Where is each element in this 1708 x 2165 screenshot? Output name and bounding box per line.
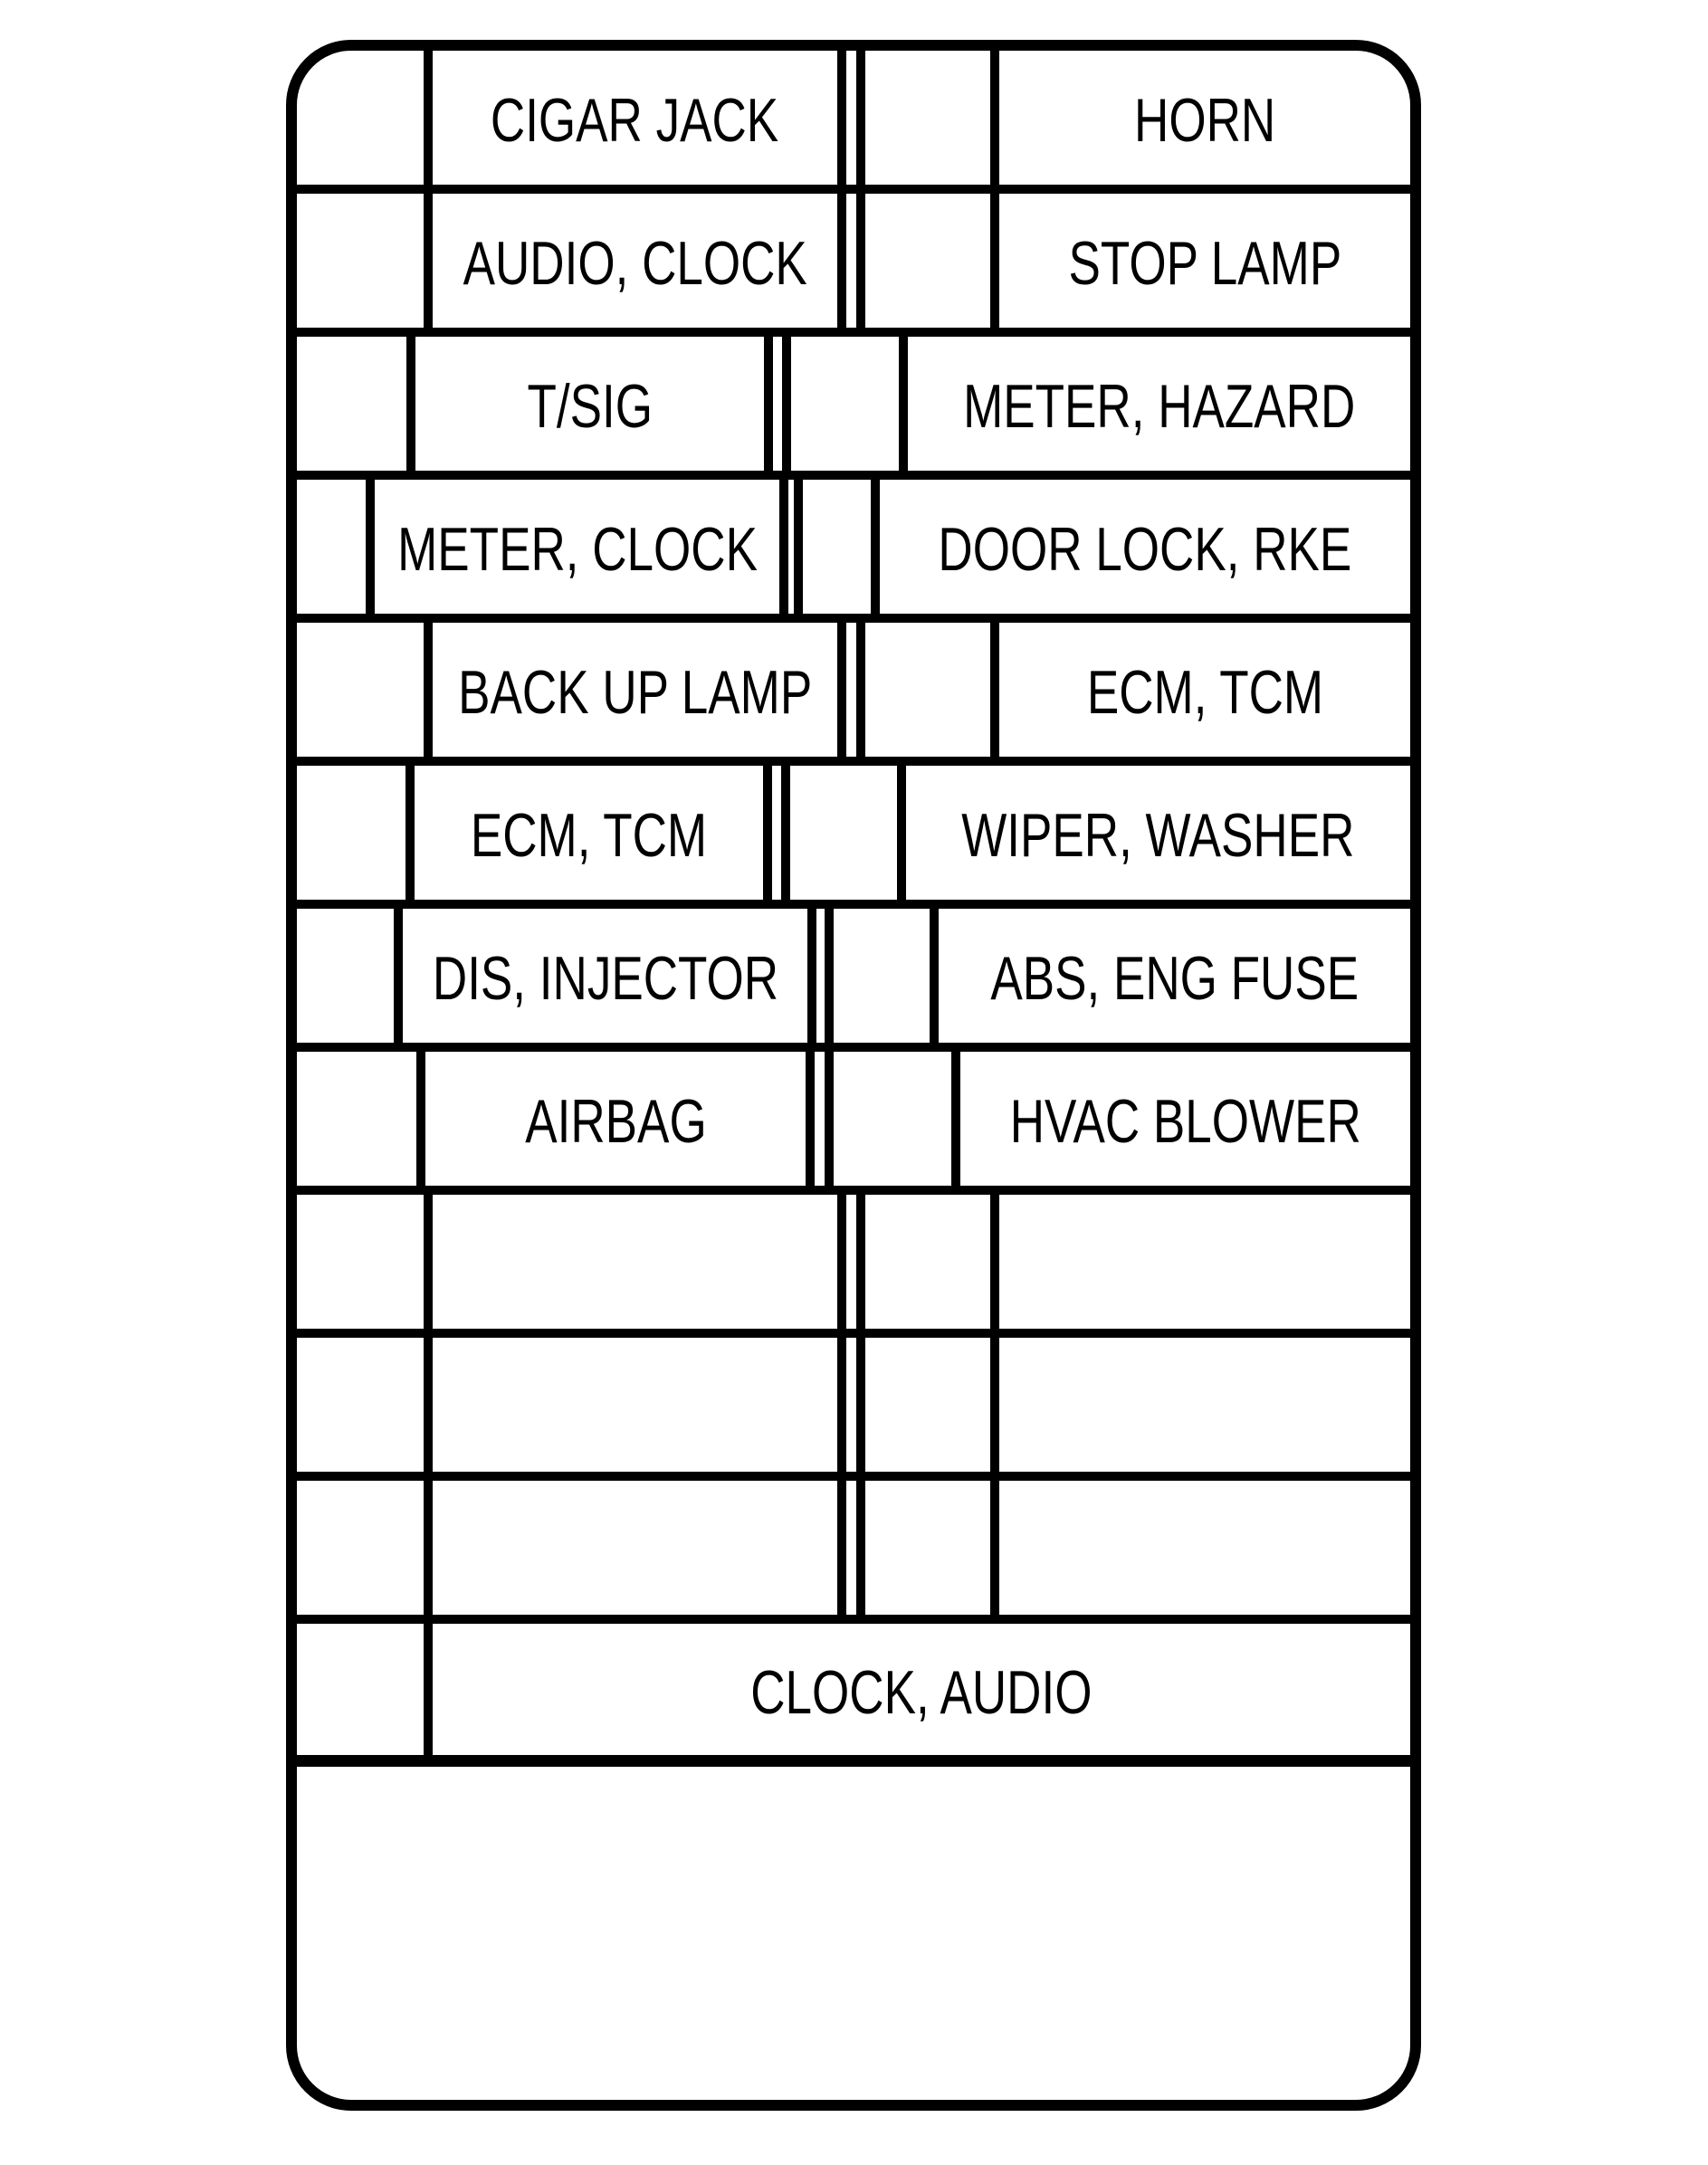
- fuse-label-cell-left: [433, 194, 846, 328]
- fuse-label-cell-left: [415, 766, 772, 900]
- double-line-gap: [846, 623, 856, 757]
- fuse-row: [297, 51, 1410, 194]
- fuse-row: [297, 909, 1410, 1052]
- merged-fuse-label: CLOCK, AUDIO: [750, 1657, 1093, 1727]
- fuse-panel: [286, 40, 1421, 2111]
- fuse-row: [297, 766, 1410, 909]
- fuse-label-left: METER, CLOCK: [396, 515, 758, 584]
- double-line-gap: [815, 1052, 824, 1186]
- fuse-position-cell-left: [297, 623, 433, 757]
- fuse-position-cell-right: [856, 623, 999, 757]
- fuse-label-cell-left: [375, 480, 788, 614]
- fuse-label-cell-right: [999, 194, 1410, 328]
- fuse-label-right: ECM, TCM: [1086, 658, 1323, 727]
- blank-area: [297, 1767, 1410, 2100]
- merged-fuse-label-cell: [433, 1624, 1410, 1755]
- fuse-label-cell-right: [999, 51, 1410, 185]
- fuse-label-cell-left: [433, 623, 846, 757]
- double-line-gap: [846, 51, 856, 185]
- fuse-label-cell-right: [906, 766, 1410, 900]
- fuse-label-right: STOP LAMP: [1068, 229, 1341, 298]
- fuse-label-right: METER, HAZARD: [962, 372, 1355, 441]
- fuse-label-cell-left: [425, 1052, 816, 1186]
- merged-fuse-row: [297, 1624, 1410, 1767]
- fuse-position-cell-right: [825, 1052, 960, 1186]
- fuse-position-cell-right: [856, 51, 999, 185]
- fuse-row: [297, 480, 1410, 623]
- double-line-gap: [846, 1195, 856, 1329]
- fuse-label-left: DIS, INJECTOR: [432, 944, 778, 1013]
- fuse-label-left: BACK UP LAMP: [457, 658, 813, 727]
- fuse-label-cell-left: [433, 1195, 846, 1329]
- fuse-row-empty: [297, 1195, 1410, 1338]
- fuse-label-cell-right: [999, 1481, 1410, 1615]
- fuse-row-empty: [297, 1481, 1410, 1624]
- fuse-position-cell-right: [856, 1481, 999, 1615]
- fuse-position-cell-right: [794, 480, 880, 614]
- fuse-position-cell-right: [856, 1195, 999, 1329]
- fuse-label-cell-right: [999, 1338, 1410, 1472]
- fuse-label-right: DOOR LOCK, RKE: [938, 515, 1352, 584]
- fuse-position-cell-left: [297, 337, 415, 471]
- double-line-gap: [846, 1481, 856, 1615]
- fuse-row-empty: [297, 1338, 1410, 1481]
- fuse-position-cell-left: [297, 1195, 433, 1329]
- fuse-position-cell-left: [297, 1338, 433, 1472]
- fuse-label-left: AIRBAG: [524, 1087, 707, 1156]
- fuse-label-cell-left: [433, 1481, 846, 1615]
- fuse-label-right: HVAC BLOWER: [1009, 1087, 1361, 1156]
- fuse-position-cell-left: [297, 194, 433, 328]
- fuse-position-cell-left: [297, 909, 403, 1043]
- fuse-row: [297, 337, 1410, 480]
- fuse-label-cell-right: [960, 1052, 1410, 1186]
- fuse-position-cell-left: [297, 480, 375, 614]
- fuse-label-cell-right: [999, 1195, 1410, 1329]
- fuse-label-left: T/SIG: [527, 372, 653, 441]
- double-line-gap: [816, 909, 824, 1043]
- fuse-label-right: ABS, ENG FUSE: [989, 944, 1359, 1013]
- fuse-row: [297, 194, 1410, 337]
- fuse-position-cell-left: [297, 1624, 433, 1755]
- fuse-label-cell-left: [415, 337, 773, 471]
- double-line-gap: [772, 766, 780, 900]
- double-line-gap: [846, 194, 856, 328]
- fuse-label-cell-right: [999, 623, 1410, 757]
- fuse-row: [297, 623, 1410, 766]
- fuse-position-cell-left: [297, 1052, 425, 1186]
- fuse-label-cell-right: [880, 480, 1410, 614]
- fuse-label-right: WIPER, WASHER: [961, 801, 1355, 870]
- double-line-gap: [773, 337, 781, 471]
- fuse-label-cell-left: [403, 909, 816, 1043]
- fuse-label-left: CIGAR JACK: [491, 86, 779, 155]
- fuse-label-cell-left: [433, 51, 846, 185]
- fuse-position-cell-left: [297, 1481, 433, 1615]
- fuse-label-left: AUDIO, CLOCK: [463, 229, 807, 298]
- fuse-position-cell-left: [297, 766, 415, 900]
- fuse-position-cell-right: [782, 337, 908, 471]
- fuse-label-left: ECM, TCM: [471, 801, 708, 870]
- double-line-gap: [846, 1338, 856, 1472]
- fuse-label-cell-right: [908, 337, 1410, 471]
- fuse-position-cell-left: [297, 51, 433, 185]
- fuse-label-cell-left: [433, 1338, 846, 1472]
- fuse-position-cell-right: [781, 766, 907, 900]
- fuse-position-cell-right: [825, 909, 939, 1043]
- fuse-label-cell-right: [939, 909, 1410, 1043]
- fuse-position-cell-right: [856, 1338, 999, 1472]
- fuse-position-cell-right: [856, 194, 999, 328]
- fuse-row: [297, 1052, 1410, 1195]
- fuse-label-right: HORN: [1133, 86, 1276, 155]
